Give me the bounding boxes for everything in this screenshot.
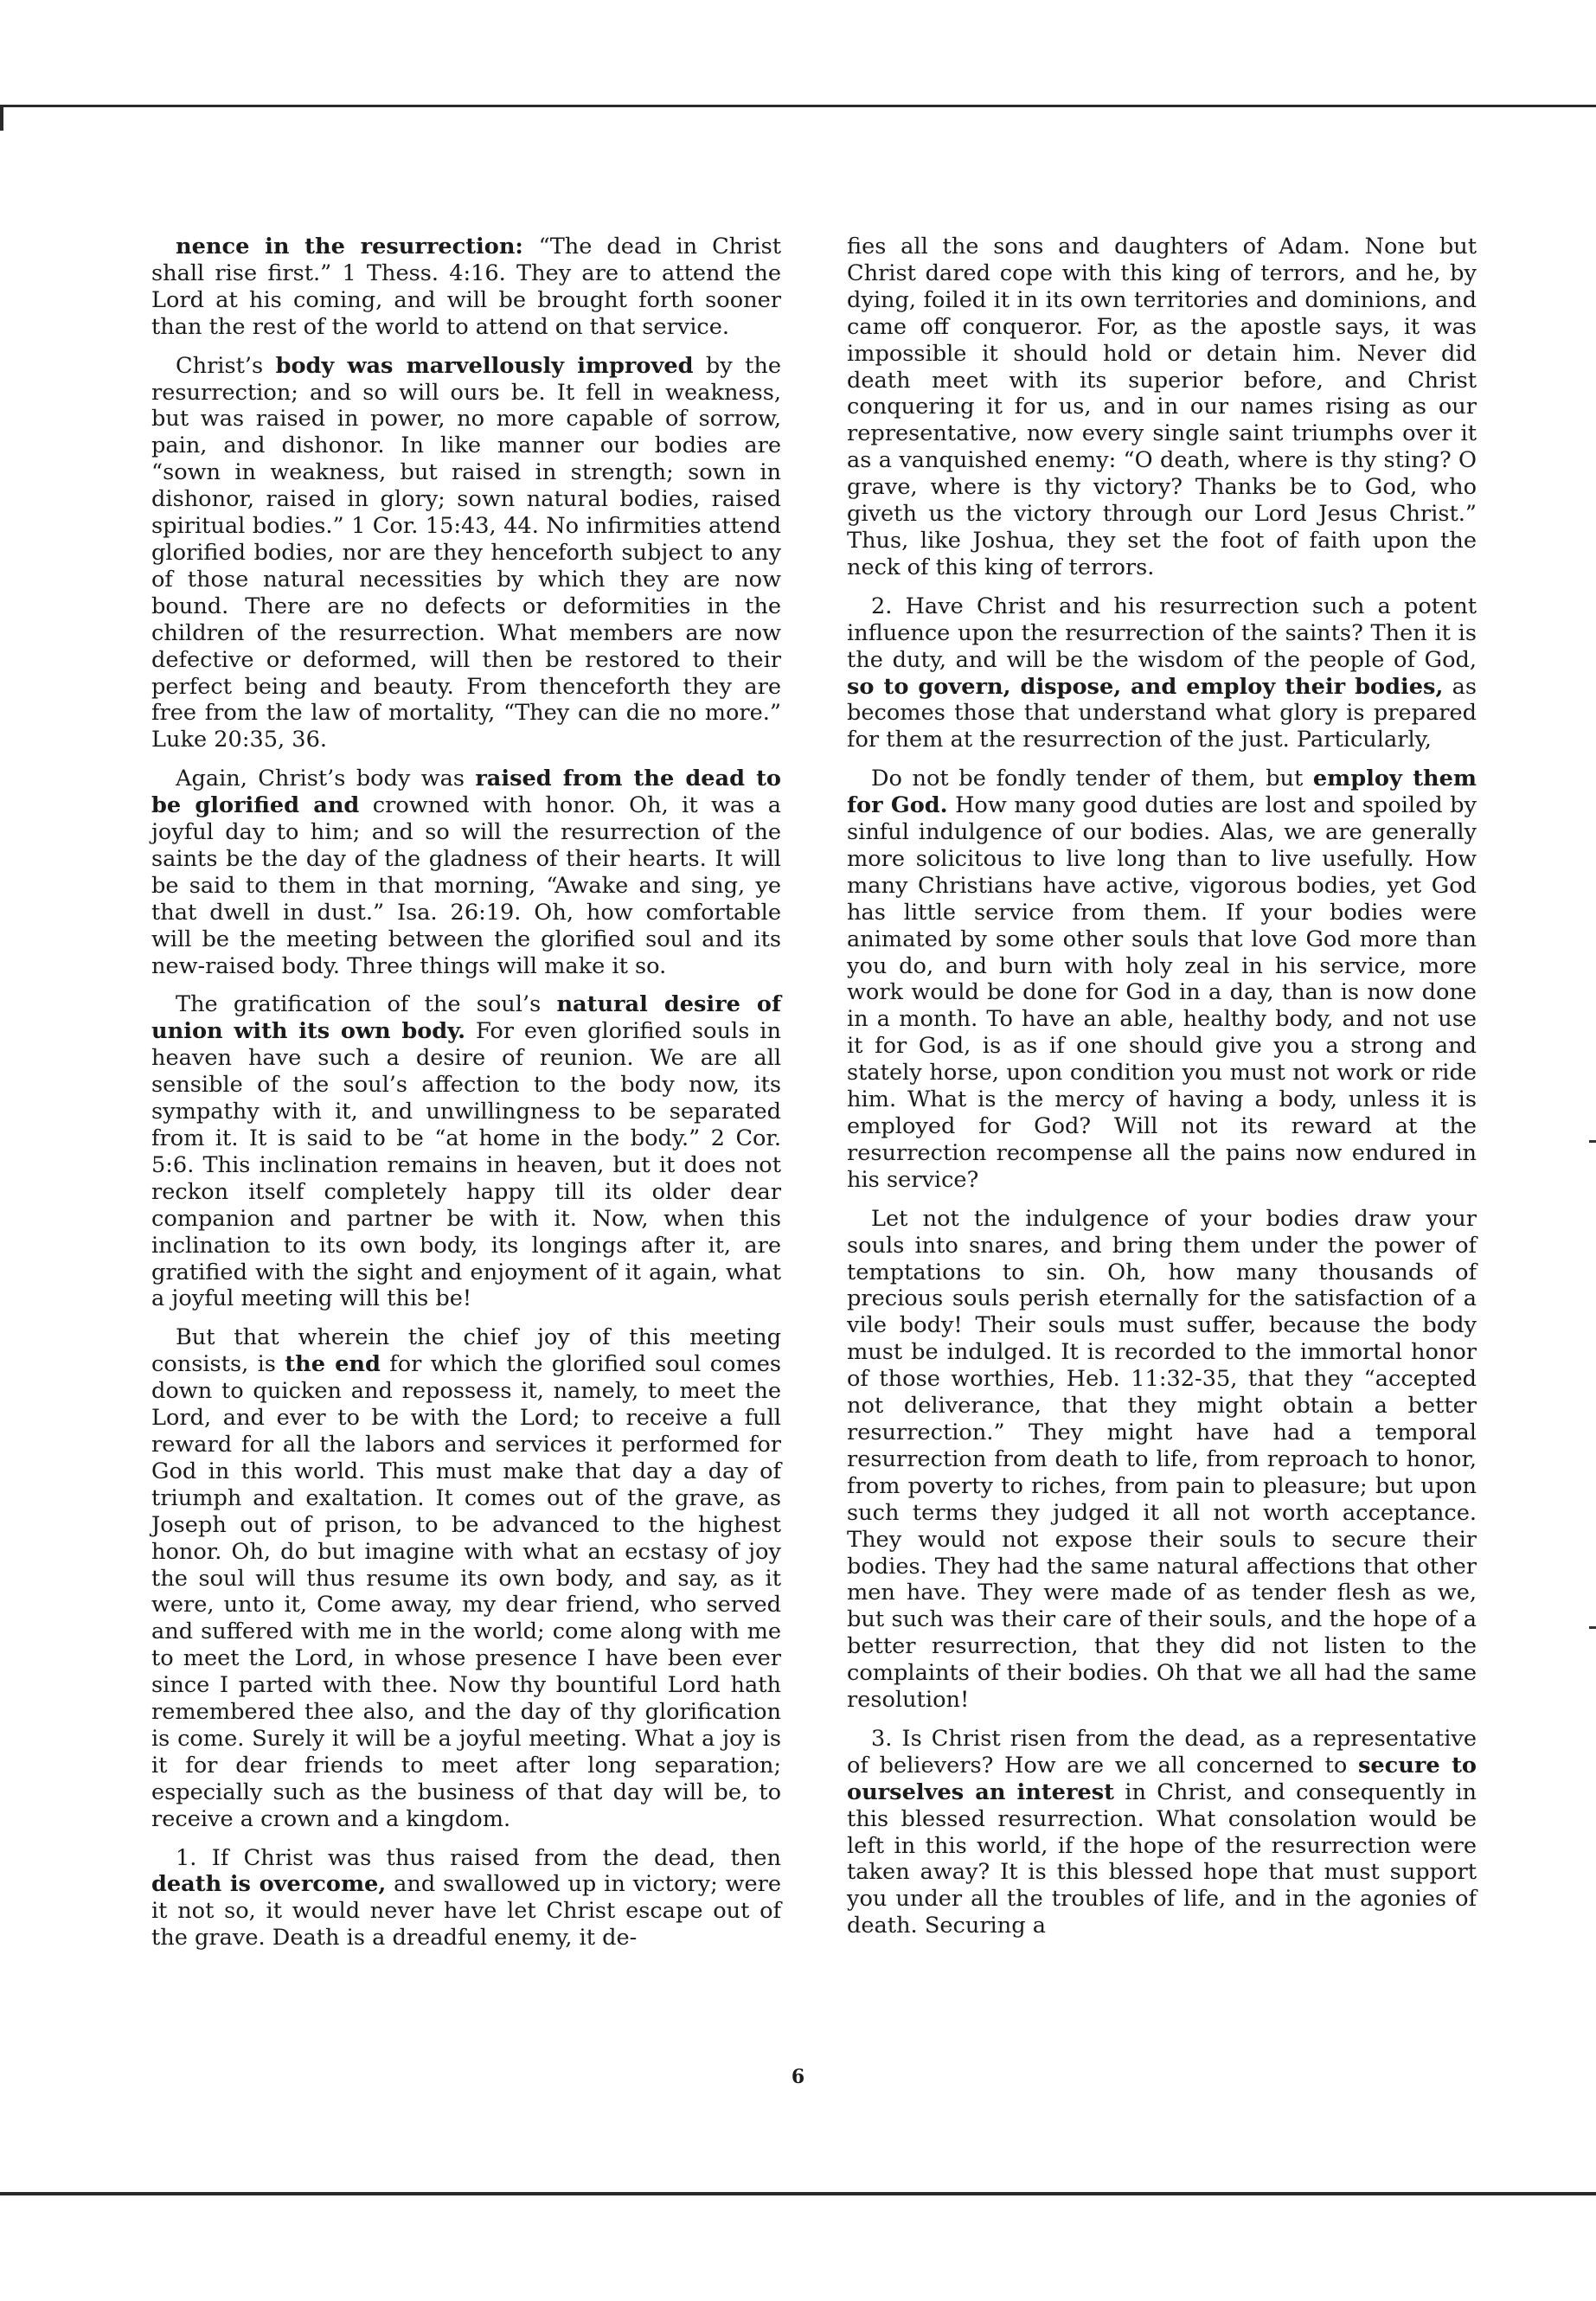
- left-column: [151, 234, 781, 1964]
- page-number: 6: [791, 2066, 805, 2088]
- bold-phrase: natural desire of union with its own body.: [151, 991, 781, 1045]
- text-run: Again, Christ’s body was: [176, 766, 476, 792]
- text-run: The gratification of the soul’s: [176, 991, 557, 1018]
- paragraph: [151, 766, 781, 979]
- text-run: But that wherein the chief joy of this meeting consists, is: [151, 1324, 781, 1378]
- bold-phrase: nence in the resurrection:: [176, 234, 539, 260]
- right-column: [847, 234, 1477, 1952]
- paragraph: [847, 1206, 1477, 1714]
- bold-phrase: the end: [285, 1351, 381, 1378]
- top-rule: [0, 105, 1596, 107]
- paragraph: [151, 1324, 781, 1832]
- text-run: Let not the indulgence of your bodies draw your souls into snares, and bring them under the power of temptations to sin. Oh, how many thousands of precious souls perish eternally for the satisfaction of a vile body! Their souls must suffer, because the body must be indulged. It is recorded to the immortal honor of those worthies, Heb. 11:32-35, that they “accepted not deliverance, that they might obtain a better resurrection.” They might have had a temporal resurrection from death to life, from reproach to honor, from poverty to riches, from pain to pleasure; but upon such terms they judged it all not worth acceptance. They would not expose their souls to secure their bodies. They had the same natural affections that other men have. They were made of as tender flesh as we, but such was their care of their souls, and the hope of a better resurrection, that they did not listen to the complaints of their bodies. Oh that we all had the same resolution!: [847, 1205, 1477, 1714]
- top-rule-corner: [0, 105, 3, 131]
- text-run: crowned with honor. Oh, it was a joyful day to him; and so will the resurrection of the saints be the day of the gladness of their hearts. It will be said to them in that morning, “Awake and sing, ye that dwell in dust.” Isa. 26:19. Oh, how comfortable will be the meeting between the glorified soul and its new-raised body. Three things will make it so.: [151, 792, 781, 979]
- text-run: For even glorified souls in heaven have such a desire of reunion. We are all sensible of the soul’s affection to the body now, its sympathy with it, and unwillingness to be separated from it. It is said to be “at home in the body.” 2 Cor. 5:6. This inclination remains in heaven, but it does not reckon itself completely happy till its older dear companion and partner be with it. Now, when this inclination to its own body, its longings after it, are gratified with the sight and enjoyment of it again, what a joyful meeting will this be!: [151, 1018, 781, 1312]
- bold-phrase: secure to ourselves an interest: [847, 1752, 1477, 1805]
- paragraph: [847, 234, 1477, 581]
- text-run: Christ’s: [176, 352, 276, 379]
- bold-phrase: employ them for God.: [847, 766, 1477, 819]
- text-run: and swallowed up in victory; were it not so, it would never have let Christ escape out of the grave. Death is a dreadful enemy, it de-: [151, 1871, 781, 1952]
- paragraph: [151, 353, 781, 754]
- paragraph: [847, 1726, 1477, 1939]
- paragraph: [151, 991, 781, 1312]
- paragraph: [151, 234, 781, 341]
- bold-phrase: death is overcome,: [151, 1871, 387, 1898]
- text-run: fies all the sons and daughters of Adam. None but Christ dared cope with this king of terrors, and he, by dying, foiled it in its own territories and dominions, and came off conqueror. For, as the apostle says, it was impossible it should hold or detain him. Never did death meet with its superior before, and Christ conquering it for us, and in our names rising as our representative, now every single saint triumphs over it as a vanquished enemy: “O death, where is thy sting? O grave, where is thy victory? Thanks be to God, who giveth us the victory through our Lord Jesus Christ.” Thus, like Joshua, they set the foot of faith upon the neck of this king of terrors.: [847, 234, 1477, 580]
- text-run: “The dead in Christ shall rise first.” 1 Thess. 4:16. They are to attend the Lord at his coming, and will be brought forth sooner than the rest of the world to attend on that service.: [151, 234, 781, 340]
- text-run: by the resurrection; and so will ours be. It fell in weakness, but was raised in power, no more capable of sorrow, pain, and dishonor. In like manner our bodies are “sown in weakness, but raised in strength; sown in dishonor, raised in glory; sown natural bodies, raised spiritual bodies.” 1 Cor. 15:43, 44. No infirmities attend glorified bodies, nor are they henceforth subject to any of those natural necessities by which they are now bound. There are no defects or deformities in the children of the resurrection. What members are now defective or deformed, will then be restored to their perfect being and beauty. From thenceforth they are free from the law of mortality, “They can die no more.” Luke 20:35, 36.: [151, 352, 782, 753]
- paragraph: [847, 593, 1477, 753]
- edge-mark: [1589, 1140, 1596, 1143]
- edge-mark: [1589, 1626, 1596, 1629]
- text-run: 2. Have Christ and his resurrection such a potent influence upon the resurrection of the saints? Then it is the duty, and will be the wisdom of the people of God,: [847, 593, 1477, 673]
- bold-phrase: body was marvellously improved: [275, 352, 694, 379]
- paragraph: [847, 766, 1477, 1194]
- text-run: 1. If Christ was thus raised from the dead, then: [176, 1844, 781, 1871]
- bottom-rule: [0, 2192, 1596, 2195]
- bold-phrase: raised from the dead to be glorified and: [151, 766, 781, 819]
- text-run: Do not be fondly tender of them, but: [871, 766, 1313, 792]
- paragraph: [151, 1845, 781, 1952]
- text-run: as becomes those that understand what glory is prepared for them at the resurrection of the just. Particularly,: [847, 673, 1477, 753]
- text-run: 3. Is Christ risen from the dead, as a representative of believers? How are we all concerned to: [847, 1725, 1477, 1779]
- bold-phrase: so to govern, dispose, and employ their bodies,: [847, 673, 1444, 700]
- text-run: How many good duties are lost and spoiled by sinful indulgence of our bodies. Alas, we are generally more solicitous to live long than to live usefully. How many Christians have active, vigorous bodies, yet God has little service from them. If your bodies were animated by some other souls that love God more than you do, and burn with holy zeal in his service, more work would be done for God in a day, than is now done in a month. To have an able, healthy body, and not use it for God, is as if one should give you a strong and stately horse, upon condition you must not work or ride him. What is the mercy of having a body, unless it is employed for God? Will not its reward at the resurrection recompense all the pains now endured in his service?: [847, 792, 1477, 1193]
- text-run: for which the glorified soul comes down to quicken and repossess it, namely, to meet the Lord, and ever to be with the Lord; to receive a full reward for all the labors and services it performed for God in this world. This must make that day a day of triumph and exaltation. It comes out of the grave, as Joseph out of prison, to be advanced to the highest honor. Oh, do but imagine with what an ecstasy of joy the soul will thus resume its own body, and say, as it were, unto it, Come away, my dear friend, who served and suffered with me in the world; come along with me to meet the Lord, in whose presence I have been ever since I parted with thee. Now thy bountiful Lord hath remembered thee also, and the day of thy glorification is come. Surely it will be a joyful meeting. What a joy is it for dear friends to meet after long separation; especially such as the business of that day will be, to receive a crown and a kingdom.: [151, 1351, 781, 1832]
- text-run: in Christ, and consequently in this blessed resurrection. What consolation would be left in this world, if the hope of the resurrection were taken away? It is this blessed hope that must support you under all the troubles of life, and in the agonies of death. Securing a: [847, 1779, 1477, 1939]
